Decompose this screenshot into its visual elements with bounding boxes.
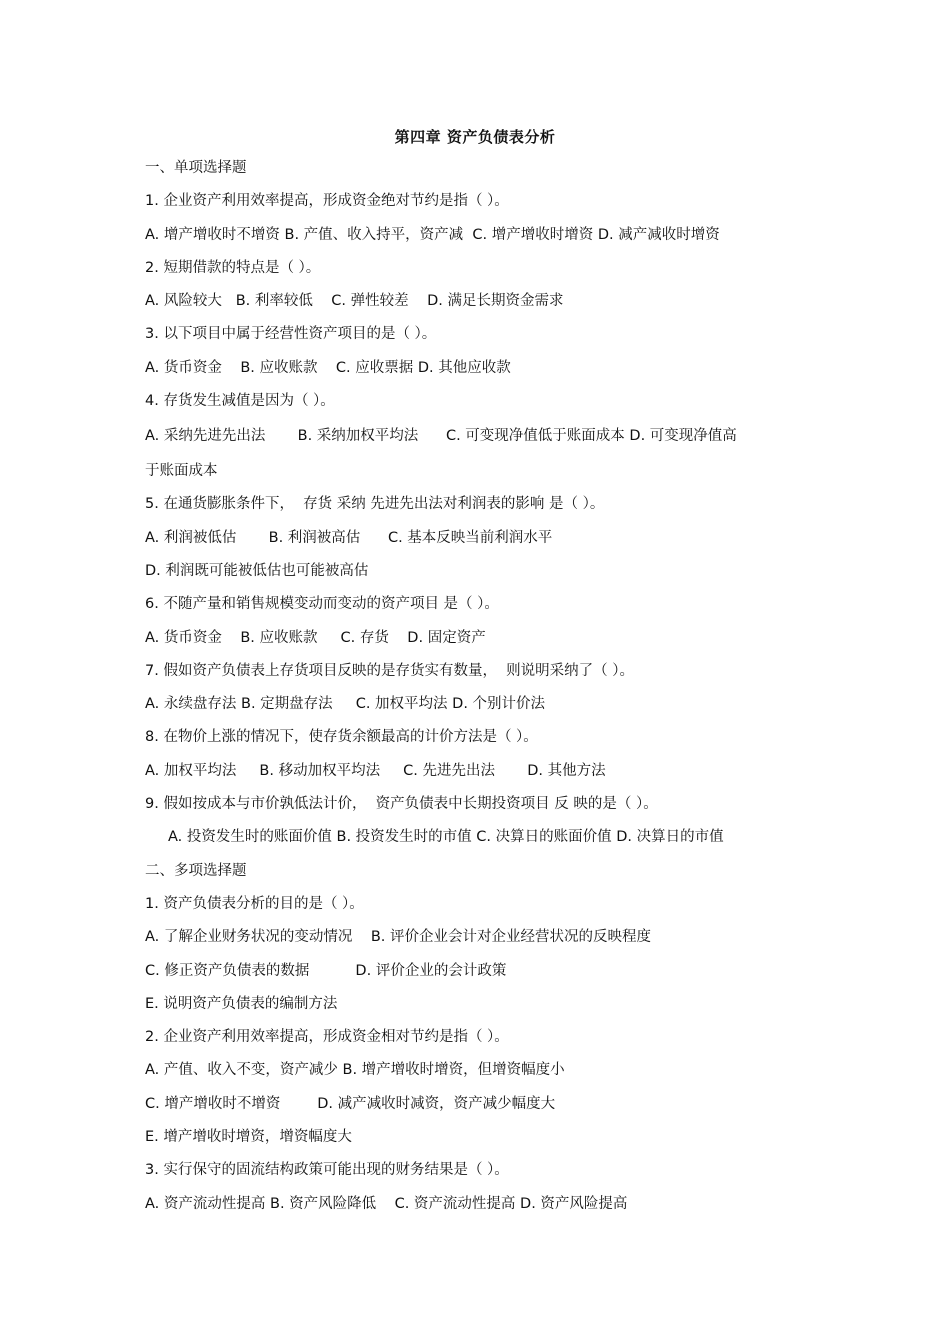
- answer-options: A. 增产增收时不增资 B. 产值、收入持平，资产减 C. 增产增收时增资 D. 减产减收时增资: [145, 226, 720, 243]
- answer-options: A. 产值、收入不变，资产减少 B. 增产增收时增资，但增资幅度小: [145, 1062, 565, 1079]
- question-text: 2. 短期借款的特点是（ ）。: [145, 259, 321, 276]
- answer-options: A. 了解企业财务状况的变动情况 B. 评价企业会计对企业经营状况的反映程度: [145, 929, 651, 946]
- question-text: 1. 企业资产利用效率提高，形成资金绝对节约是指（ ）。: [145, 193, 509, 210]
- answer-options: E. 说明资产负债表的编制方法: [145, 995, 338, 1012]
- question-text: 3. 实行保守的固流结构政策可能出现的财务结果是（ ）。: [145, 1162, 509, 1179]
- answer-options: D. 利润既可能被低估也可能被高估: [145, 562, 369, 579]
- answer-options: A. 利润被低估 B. 利润被高估 C. 基本反映当前利润水平: [145, 529, 553, 546]
- question-text: 6. 不随产量和销售规模变动而变动的资产项目 是（ ）。: [145, 596, 499, 613]
- answer-options: C. 修正资产负债表的数据 D. 评价企业的会计政策: [145, 962, 507, 979]
- question-text: 7. 假如资产负债表上存货项目反映的是存货实有数量， 则说明采纳了（ ）。: [145, 662, 635, 679]
- answer-options: A. 资产流动性提高 B. 资产风险降低 C. 资产流动性提高 D. 资产风险提高: [145, 1195, 628, 1212]
- answer-options: A. 采纳先进先出法 B. 采纳加权平均法 C. 可变现净值低于账面成本 D. 可变现净值高: [145, 428, 737, 445]
- answer-options: A. 永续盘存法 B. 定期盘存法 C. 加权平均法 D. 个别计价法: [145, 696, 546, 713]
- question-text: 9. 假如按成本与市价孰低法计价， 资产负债表中长期投资项目 反 映的是（ ）。: [145, 796, 658, 813]
- answer-options: A. 风险较大 B. 利率较低 C. 弹性较差 D. 满足长期资金需求: [145, 293, 564, 310]
- question-text: 8. 在物价上涨的情况下，使存货余额最高的计价方法是（ ）。: [145, 729, 538, 746]
- answer-options: A. 加权平均法 B. 移动加权平均法 C. 先进先出法 D. 其他方法: [145, 762, 606, 779]
- question-text: 2. 企业资产利用效率提高，形成资金相对节约是指（ ）。: [145, 1029, 509, 1046]
- answer-options: A. 货币资金 B. 应收账款 C. 应收票据 D. 其他应收款: [145, 359, 511, 376]
- question-text: 3. 以下项目中属于经营性资产项目的是（ ）。: [145, 326, 437, 343]
- question-text: 5. 在通货膨胀条件下， 存货 采纳 先进先出法对利润表的影响 是（ ）。: [145, 496, 605, 513]
- document-body: [145, 152, 825, 1221]
- answer-options: C. 增产增收时不增资 D. 减产减收时减资，资产减少幅度大: [145, 1095, 556, 1112]
- question-text: 4. 存货发生减值是因为（ ）。: [145, 393, 335, 410]
- answer-options: E. 增产增收时增资，增资幅度大: [145, 1129, 352, 1146]
- section-heading-multiple-choice: 二、多项选择题: [145, 862, 247, 879]
- chapter-title: 第四章 资产负债表分析: [394, 128, 556, 146]
- answer-options-continued: 于账面成本: [145, 463, 218, 480]
- answer-options: A. 投资发生时的账面价值 B. 投资发生时的市值 C. 决算日的账面价值 D. 决算日的市值: [168, 829, 724, 846]
- question-text: 1. 资产负债表分析的目的是（ ）。: [145, 895, 364, 912]
- section-heading-single-choice: 一、单项选择题: [145, 160, 247, 176]
- answer-options: A. 货币资金 B. 应收账款 C. 存货 D. 固定资产: [145, 629, 486, 646]
